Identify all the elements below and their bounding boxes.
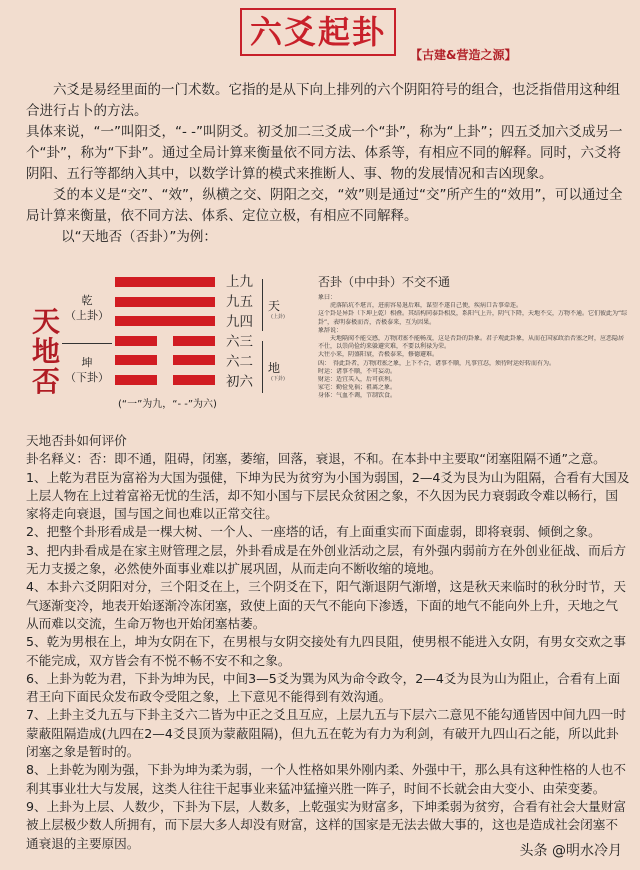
analysis-paragraph: 1、上乾为君臣为富裕为大国为强健，下坤为民为贫穷为小国为弱国，2—4爻为艮为山为阻隔，合看有大国及上层人物在上过着富裕无忧的生活，却不知小国与下层民众贫困之象，不久因为民力衰弱政令难以畅行，国家将走向衰退，国与国之间也难以正常交往。 bbox=[26, 469, 630, 522]
analysis-paragraph: 6、上卦为乾为君，下卦为坤为民，中间3—5爻为巽为风为命令政令，2—4爻为艮为山为阻止，合看有上面君王向下面民众发布政令受阻之象，上下意见不能得到有效沟通。 bbox=[26, 670, 621, 705]
earth-label: 地 bbox=[268, 361, 281, 375]
intro-paragraph: 六爻是易经里面的一门术数。它指的是从下向上排列的六个阴阳符号的组合，也泛指借用这种组合进行占卜的方法。 bbox=[26, 82, 620, 119]
yin-bar-right bbox=[173, 355, 215, 365]
yang-line bbox=[115, 297, 215, 307]
yao-note: (“一”为九，“- -”为六) bbox=[118, 399, 217, 410]
analysis-heading: 天地否卦如何评价 bbox=[26, 433, 127, 448]
commentary-line: 虎落陷坑不堪言，进前容易退后难，谋望不遂自己便，疾病口舌事牵连。 bbox=[318, 302, 523, 310]
commentary-line: 凶： 得此卦者，万物闭塞之象，上下不合，诸事不顺，凡事宜忍，须待时运好转而有为。 bbox=[318, 359, 556, 367]
commentary-line: 家宅：勤俭免祸；祖离之象。 bbox=[318, 384, 397, 392]
intro-paragraph: 具体来说，“一”叫阳爻，“- -”叫阴爻。初爻加二三爻成一个“卦”，称为“上卦”；四五爻加六爻成另一个“卦”，称为“下卦”。通过全局计算来衡量依不同方法、体系等，有相应不同的解释。同时，六爻将阴阳、五行等都纳入其中，以数学计算的模式来推断人、事、物的发展情况和吉凶现象。 bbox=[26, 124, 623, 182]
page-title: 六爻起卦 bbox=[240, 8, 396, 56]
analysis-block bbox=[26, 432, 630, 853]
commentary-line: 时运：诸事不顺，不可妄动。 bbox=[318, 367, 397, 375]
commentary-line: 象曰： bbox=[318, 294, 337, 301]
analysis-paragraph: 8、上卦乾为刚为强，下卦为坤为柔为弱，一个人性格如果外刚内柔、外强中干，那么具有这种性格的人也不利其事业壮大与发展，这类人往往干起事业来猛冲猛撞兴胜一阵子，时间不长就会由大变小、由荣变萎。 bbox=[26, 762, 626, 796]
yin-bar-left bbox=[115, 336, 157, 346]
upper-trigram-sub: （上卦） bbox=[65, 309, 109, 322]
yin-bar-left bbox=[115, 375, 157, 385]
upper-trigram-label bbox=[62, 293, 112, 323]
yao-label: 六三 bbox=[226, 334, 253, 350]
page-subtitle: 【古建&营造之源】 bbox=[410, 48, 517, 62]
commentary-title: 否卦（中中卦）不交不通 bbox=[318, 275, 451, 289]
lower-trigram-sub: （下卦） bbox=[65, 371, 109, 384]
analysis-paragraph: 2、把整个卦形看成是一棵大树、一个人、一座塔的话，有上面重实而下面虚弱，即将衰弱、倾倒之象。 bbox=[26, 524, 601, 540]
yin-bar-right bbox=[173, 375, 215, 385]
title-wrap bbox=[240, 8, 396, 56]
hexagram-lines bbox=[115, 277, 215, 394]
analysis-paragraph: 3、把内卦看成是在家主财管理之层，外卦看成是在外创业活动之层，有外强内弱前方在外创业征战、而后方无力支援之象，必然使外面事业难以扩展巩固，从而走向不断收缩的境地。 bbox=[26, 542, 626, 577]
yang-bar bbox=[115, 297, 215, 307]
yin-bar-left bbox=[115, 355, 157, 365]
commentary-line: 象辞说： bbox=[318, 326, 343, 334]
trigram-divider bbox=[62, 343, 112, 344]
commentary-line: 天地隔阂不能交感，万物闭塞不能畅茂，这是否卦的卦象。君子观此卦象，从而在国家政治否塞之时，应恶隐居不仕，以崇尚俭约来躲避灾难，不要以利禄为荣。 bbox=[318, 335, 625, 351]
hexagram-commentary bbox=[318, 273, 628, 401]
watermark: 头条 @明水冷月 bbox=[519, 843, 622, 859]
yin-bar-right bbox=[173, 336, 215, 346]
heaven-bracket bbox=[262, 279, 263, 331]
analysis-paragraph: 9、上卦为上层、人数少，下卦为下层，人数多，上乾强实为财富多，下坤柔弱为贫穷，合看有社会大量财富被上层极少数人所拥有，而下层大多人却没有财富，这样的国家是无法去做大事的，这也是造成社会闭塞不通衰退的主要原因。 bbox=[26, 798, 626, 851]
upper-trigram-name: 乾 bbox=[81, 294, 93, 307]
hexagram-section bbox=[0, 265, 640, 425]
earth-bracket bbox=[262, 341, 263, 393]
lower-trigram-label bbox=[62, 355, 112, 385]
commentary-line: 这个卦是异卦（下坤上乾）相叠。其结构同泰卦相反，系阳气上升，阴气下降，天地不交，万物不通。它们彼此为“综卦”，表明泰极而否，否极泰来，互为因果。 bbox=[318, 310, 628, 326]
yin-line bbox=[115, 355, 215, 365]
analysis-paragraph: 卦名释义：否：即不通，阻碍，闭塞，萎缩，回落，衰退，不和。在本卦中主要取“闭塞阻隔不通”之意。 bbox=[26, 451, 606, 467]
heaven-sub: (上卦) bbox=[271, 314, 285, 320]
earth-sub: (下卦) bbox=[271, 376, 285, 382]
yin-line bbox=[115, 375, 215, 385]
lower-trigram-name: 坤 bbox=[81, 356, 93, 369]
analysis-paragraph: 5、乾为男根在上，坤为女阴在下，在男根与女阴交接处有九四艮阻，使男根不能进入女阴，有男女交欢之事不能完成，双方皆会有不悦不畅不安不和之象。 bbox=[26, 634, 626, 668]
commentary-line: 大往小来，阴盛阳衰，否极泰来，修德避难。 bbox=[318, 351, 439, 359]
yang-line bbox=[115, 277, 215, 287]
yang-line bbox=[115, 316, 215, 326]
yang-bar bbox=[115, 277, 215, 287]
hexagram-name: 天地否 bbox=[32, 305, 61, 398]
yao-label: 九四 bbox=[226, 314, 253, 330]
heaven-label: 天 bbox=[268, 299, 281, 313]
intro-block bbox=[26, 80, 626, 248]
intro-paragraph: 以“天地否（否卦）”为例： bbox=[61, 229, 217, 245]
intro-paragraph: 爻的本义是“交”、“效”，纵横之交、阴阳之交，“效”则是通过“交”所产生的“效用”，可以通过全局计算来衡量，依不同方法、体系、定位立极，有相应不同解释。 bbox=[26, 187, 623, 224]
yin-line bbox=[115, 336, 215, 346]
yao-label: 九五 bbox=[226, 294, 253, 310]
yao-labels bbox=[226, 273, 253, 393]
yang-bar bbox=[115, 316, 215, 326]
commentary-line: 身体：气血不调，节制饮食。 bbox=[318, 392, 397, 400]
yao-label: 上九 bbox=[226, 274, 253, 290]
yao-label: 初六 bbox=[226, 374, 253, 390]
commentary-line: 财运：适宜买入，后可获利。 bbox=[318, 376, 397, 384]
yao-label: 六二 bbox=[226, 354, 253, 370]
analysis-paragraph: 7、上卦主爻九五与下卦主爻六二皆为中正之爻且互应，上层九五与下层六二意见不能勾通皆因中间九四一时蒙蔽阻隔造成(九四在2—4爻艮顶为蒙蔽阻隔)，但九五在乾为有力为利剑，有破开九四山石之能，所以此卦闭塞之象是暂时的。 bbox=[26, 707, 626, 760]
analysis-paragraph: 4、本卦六爻阴阳对分，三个阳爻在上，三个阴爻在下，阳气渐退阴气渐增，这是秋天来临时的秋分时节，天气逐渐变冷，地表开始逐渐冷冻闭塞，致使上面的天气不能向下渗透，下面的地气不能向外上升，天地之气从而难以交流，生命万物也开始闭塞枯萎。 bbox=[26, 579, 626, 631]
